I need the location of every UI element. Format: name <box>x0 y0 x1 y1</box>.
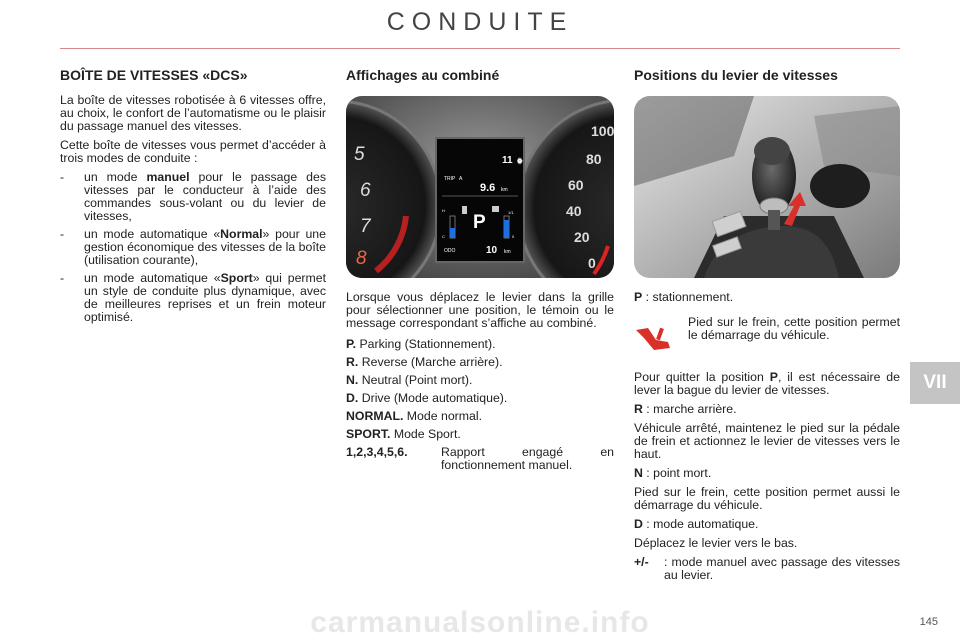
display-item-n: N. Neutral (Point mort). <box>346 373 473 387</box>
warning-icon <box>634 316 688 355</box>
screen-range-value: 10 <box>486 245 498 256</box>
page-title: CONDUITE <box>386 8 574 36</box>
display-item-d: D. Drive (Mode automatique). <box>346 391 508 405</box>
instrument-cluster-illustration <box>346 96 614 278</box>
rpm-tick-7: 7 <box>360 216 371 237</box>
warning-text: Pied sur le frein, cette position permet le démarrage du véhicule. <box>688 315 900 342</box>
screen-gear-indicator: P <box>473 212 486 233</box>
speed-tick-20: 20 <box>574 229 590 245</box>
lever-position-p: P : stationnement. <box>634 290 734 304</box>
screen-range-unit: km <box>504 249 511 255</box>
speed-tick-0: 0 <box>588 255 596 271</box>
rpm-tick-5: 5 <box>354 144 365 165</box>
mode-item-manual: - un mode manuel pour le passage des vitesses par le conducteur à l’aide des commandes sous-volant ou du levier de vitesses, <box>60 170 326 223</box>
rpm-tick-6: 6 <box>360 180 371 201</box>
chapter-tab: VII <box>910 362 960 404</box>
display-text-column <box>346 291 614 478</box>
display-intro-paragraph: Lorsque vous déplacez le levier dans la grille pour sélectionner une position, le témoin ou le message correspondant s’affiche au combiné. <box>346 290 614 330</box>
instrument-cluster-image <box>346 96 614 278</box>
screen-trip-label: TRIP <box>444 176 456 182</box>
speed-tick-100: 100 <box>591 123 614 139</box>
header-rule <box>60 48 900 49</box>
lever-d-note: Déplacez le levier vers le bas. <box>634 536 798 550</box>
display-item-p: P. Parking (Stationnement). <box>346 337 496 351</box>
section-heading-display: Affichages au combiné <box>346 67 500 83</box>
fuel-gauge-bar <box>504 220 509 238</box>
section-heading-lever: Positions du levier de vitesses <box>634 67 838 83</box>
display-item-normal: NORMAL. Mode normal. <box>346 409 482 423</box>
mode-item-sport: - un mode automatique «Sport» qui permet un style de conduite plus dynamique, avec de meilleures reprises et un frein moteur optimisé. <box>60 271 326 324</box>
lever-leave-p-note: Pour quitter la position P, il est nécessaire de lever la bague du levier de vitesses. <box>634 370 900 397</box>
mode-item-normal: - un mode automatique «Normal» pour une gestion économique des vitesses de la boîte (utilisation courante), <box>60 227 326 267</box>
screen-fuel-h: H <box>442 208 445 213</box>
temp-gauge-bar <box>450 228 455 238</box>
screen-trip-unit: km <box>501 187 508 193</box>
watermark: carmanualsonline.info <box>310 606 650 639</box>
lever-r-note: Véhicule arrêté, maintenez le pied sur la pédale de frein et actionnez le levier de vitesses vers le haut. <box>634 421 900 461</box>
dcs-text-column <box>60 94 326 329</box>
lever-text-column <box>634 291 900 588</box>
screen-fuel-zero: 0 <box>512 234 515 239</box>
screen-fuel-half: 1/1 <box>508 210 514 215</box>
gear-lever-image <box>634 96 900 278</box>
lever-position-manual: +/- : mode manuel avec passage des vitesses au levier. <box>634 555 900 582</box>
dcs-intro-paragraph: La boîte de vitesses robotisée à 6 vitesses offre, au choix, le confort de l’automatisme ou le plaisir du passage manuel des vitesses. <box>60 93 326 133</box>
speed-tick-40: 40 <box>566 203 582 219</box>
screen-top-value: 11 <box>502 155 513 166</box>
speed-tick-60: 60 <box>568 177 584 193</box>
page-number: 145 <box>919 616 938 628</box>
screen-odo-label: ODO <box>444 248 456 254</box>
display-item-sport: SPORT. Mode Sport. <box>346 427 461 441</box>
lever-position-n: N : point mort. <box>634 466 712 480</box>
rpm-tick-8: 8 <box>356 248 367 269</box>
lever-position-d: D : mode automatique. <box>634 517 759 531</box>
gear-lever-illustration <box>634 96 900 278</box>
screen-trip-value: 9.6 <box>480 182 496 194</box>
warning-block <box>634 316 900 355</box>
lever-n-note: Pied sur le frein, cette position permet aussi le démarrage du véhicule. <box>634 485 900 512</box>
speed-tick-80: 80 <box>586 151 602 167</box>
screen-trip-mark: A <box>459 176 463 182</box>
section-heading-dcs: BOÎTE DE VITESSES «DCS» <box>60 67 248 83</box>
screen-fuel-c: C <box>442 234 445 239</box>
foot-on-brake-icon <box>634 326 672 352</box>
odometer-icon: ⌚ <box>516 159 524 165</box>
dcs-modes-paragraph: Cette boîte de vitesses vous permet d’accéder à trois modes de conduite : <box>60 138 326 165</box>
display-item-r: R. Reverse (Marche arrière). <box>346 355 503 369</box>
lever-position-r: R : marche arrière. <box>634 402 737 416</box>
display-item-gears: 1,2,3,4,5,6. Rapport engagé en fonctionnement manuel. <box>346 445 614 472</box>
